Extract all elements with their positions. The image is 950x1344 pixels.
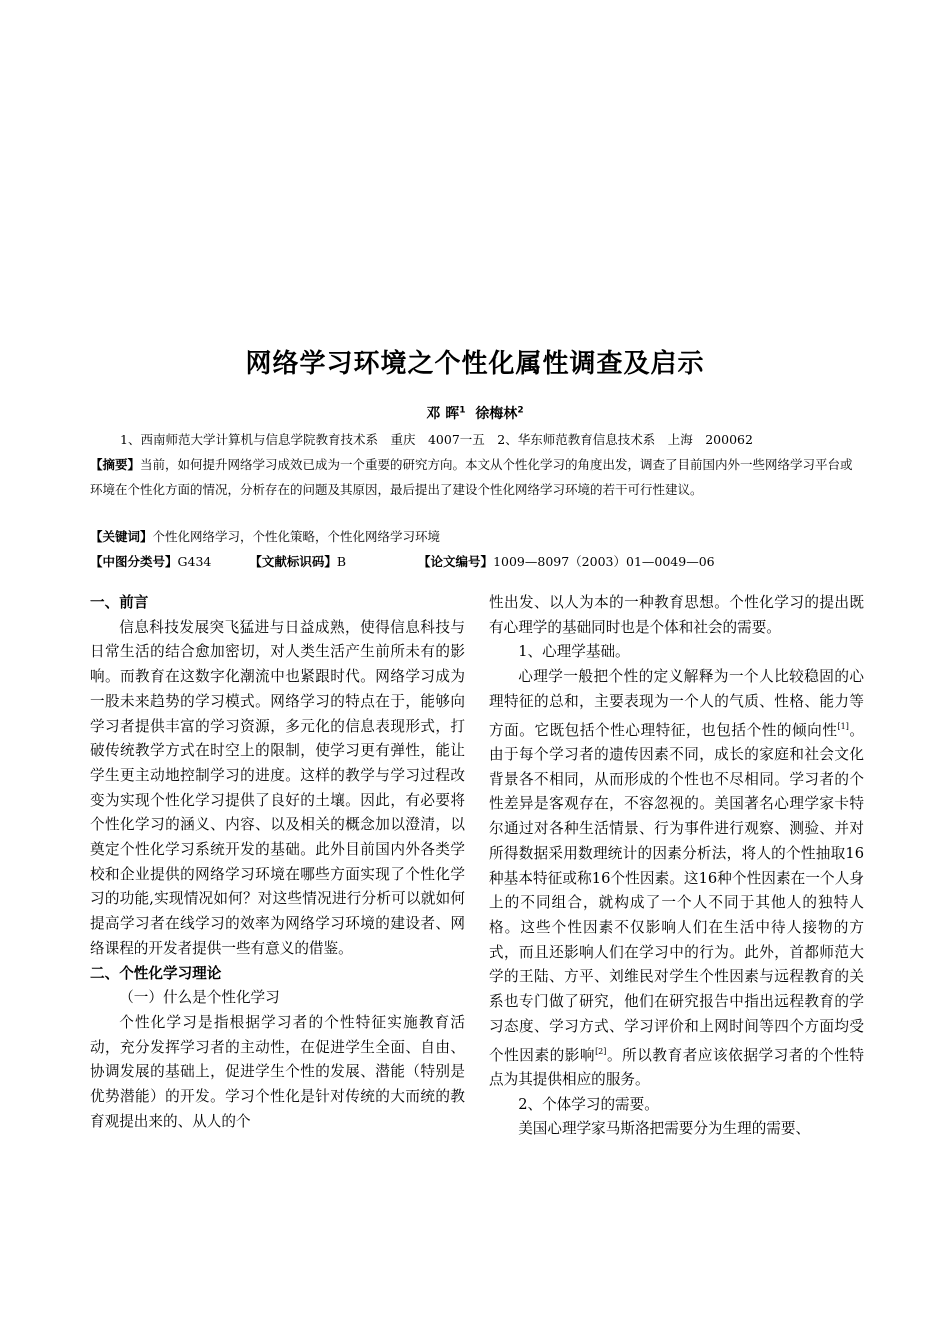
clc-value: G434	[177, 554, 212, 569]
author-affil-mark: 1	[459, 405, 466, 416]
doc-code-value: B	[336, 554, 347, 569]
keywords	[90, 527, 440, 545]
clc-label: 【中图分类号】	[90, 554, 178, 569]
article-no-label: 【论文编号】	[418, 554, 494, 569]
doc-code-label: 【文献标识码】	[249, 554, 337, 569]
abstract-label: 【摘要】	[90, 457, 141, 472]
citation-ref: [2]	[595, 1046, 607, 1056]
author-name: 邓 晖	[426, 406, 460, 422]
paper-title: 网络学习环境之个性化属性调查及启示	[245, 349, 705, 379]
citation-ref: [1]	[837, 721, 849, 731]
section-heading: 一、前言	[90, 594, 149, 611]
keywords-text: 个性化网络学习，个性化策略，个性化网络学习环境	[152, 529, 441, 544]
abstract	[90, 452, 860, 502]
article-no-value: 1009—8097（2003）01—0049—06	[493, 554, 715, 569]
numbered-item: 1、心理学基础。	[518, 643, 630, 661]
classification-line	[90, 552, 715, 570]
body-paragraph: 美国心理学家马斯洛把需要分为生理的需要、	[518, 1120, 811, 1138]
numbered-item: 2、个体学习的需要。	[518, 1095, 659, 1113]
body-paragraph: 性出发、以人为本的一种教育思想。个性化学习的提出既有心理学的基础同时也是个体和社会的需要。	[489, 594, 864, 636]
paragraph-text: 心理学一般把个性的定义解释为一个人比较稳固的心理特征的总和，主要表现为一个人的气质、性格、能力等方面。它既包括个性心理特征，也包括个性的倾向性	[489, 668, 864, 739]
abstract-text: 当前，如何提升网络学习成效已成为一个重要的研究方向。本文从个性化学习的角度出发，调查了目前国内外一些网络学习平台或环境在个性化方面的情况，分析存在的问题及其原因，最后提出了建设个性化网络学习环境的若干可行性建议。	[90, 457, 853, 497]
left-column	[90, 591, 465, 1134]
section-heading: 二、个性化学习理论	[90, 964, 222, 982]
paragraph-text: 。所以教育者应该依据学习者的个性特点为其提供相应的服务。	[489, 1046, 864, 1089]
body-paragraph: 信息科技发展突飞猛进与日益成熟，使得信息科技与日常生活的结合愈加密切，对人类生活产生前所未有的影响。而教育在这数字化潮流中也紧跟时代。网络学习成为一股未来趋势的学习模式。网络学习的特点在于，能够向学习者提供丰富的学习资源，多元化的信息表现形式，打破传统教学方式在时空上的限制，使学习更有弹性，能让学生更主动地控制学习的进度。这样的教学与学习过程改变为实现个性化学习提供了良好的土壤。因此，有必要将个性化学习的涵义、内容、以及相关的概念加以澄清，以奠定个性化学习系统开发的基础。此外目前国内外各类学校和企业提供的网络学习环境在哪些方面实现了个性化学习的功能,实现情况如何？对这些情况进行分析可以就如何提高学习者在线学习的效率为网络学习环境的建设者、网络课程的开发者提供一些有意义的借鉴。	[90, 618, 465, 957]
keywords-label: 【关键词】	[90, 529, 153, 544]
author-line	[0, 403, 950, 423]
author-name: 徐梅林	[475, 406, 518, 422]
subsection-heading: （一）什么是个性化学习	[119, 989, 280, 1007]
body-paragraph	[489, 665, 864, 1093]
paragraph-text: 。由于每个学习者的遗传因素不同，成长的家庭和社会文化背景各不相同，从而形成的个性也不尽相同。学习者的个性差异是客观存在，不容忽视的。美国著名心理学家卡特尔通过对各种生活情景、行为事件进行观察、测验、并对所得数据采用数理统计的因素分析法，将人的个性抽取16种基本特征或称16个性因素。这16种个性因素在一个人身上的不同组合，就构成了一个人不同于其他人的独特人格。这些个性因素不仅影响人们在生活中待人接物的方式，而且还影响人们在学习中的行为。此外，首都师范大学的王陆、方平、刘维民对学生个性因素与远程教育的关系也专门做了研究，他们在研究报告中指出远程教育的学习态度、学习方式、学习评价和上网时间等四个方面均受个性因素的影响	[489, 721, 864, 1064]
right-column	[489, 591, 864, 1142]
affiliation-line: 1、西南师范大学计算机与信息学院教育技术系 重庆 4007一五 2、华东师范教育信息技术系 上海 200062	[120, 432, 753, 447]
body-paragraph: 个性化学习是指根据学习者的个性特征实施教育活动，充分发挥学习者的主动性，在促进学生全面、自由、协调发展的基础上，促进学生个性的发展、潜能（特别是优势潜能）的开发。学习个性化是针对传统的大而统的教育观提出来的、从人的个	[90, 1013, 465, 1130]
author-affil-mark: 2	[517, 405, 524, 416]
